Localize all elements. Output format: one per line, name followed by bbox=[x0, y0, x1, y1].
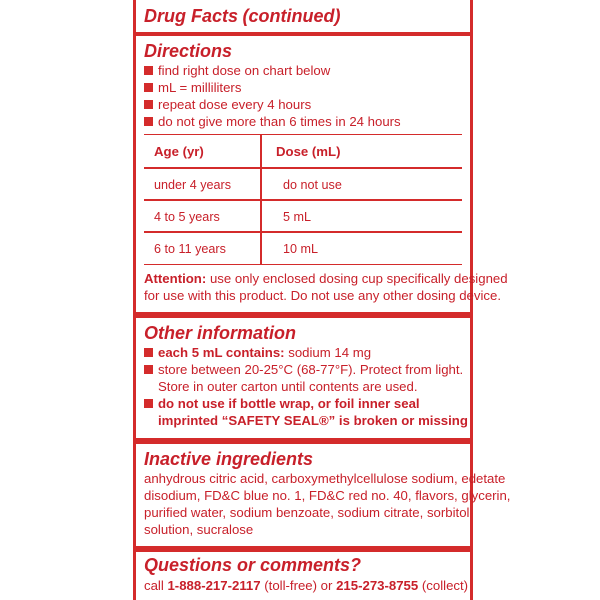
other-information-title: Other information bbox=[144, 323, 296, 343]
table-header-age: Age (yr) bbox=[154, 144, 204, 159]
attention-text: use only enclosed dosing cup specifically designed bbox=[209, 271, 508, 286]
ingredients-line: disodium, FD&C blue no. 1, FD&C red no. 40, flavors, glycerin, bbox=[144, 488, 511, 503]
other-information-item-cont: Store in outer carton until contents are used. bbox=[158, 379, 418, 394]
phone-collect[interactable]: 215-273-8755 bbox=[336, 578, 419, 593]
table-row-divider bbox=[144, 167, 462, 169]
directions-title: Directions bbox=[144, 41, 233, 61]
drug-facts-header bbox=[144, 6, 466, 27]
bullet-square-icon bbox=[144, 66, 153, 75]
questions-contact: call 1-888-217-2117 (toll-free) or 215-273-8755 (collect) bbox=[144, 578, 469, 593]
attention-text: for use with this product. Do not use any other dosing device. bbox=[144, 288, 501, 303]
table-header-dose: Dose (mL) bbox=[276, 144, 341, 159]
bullet-square-icon bbox=[144, 100, 153, 109]
other-information-item-cont: imprinted “SAFETY SEAL®” is broken or missing bbox=[158, 413, 468, 428]
drug-facts-panel bbox=[133, 0, 511, 600]
bullet-square-icon bbox=[144, 399, 153, 408]
directions-item: mL = milliliters bbox=[144, 79, 466, 96]
attention-label: Attention: bbox=[144, 271, 207, 286]
directions-item: repeat dose every 4 hours bbox=[144, 96, 466, 113]
other-information-item: do not use if bottle wrap, or foil inner seal bbox=[144, 395, 466, 412]
table-cell-dose: 5 mL bbox=[283, 210, 311, 224]
attention-note bbox=[144, 270, 508, 304]
ingredients-line: purified water, sodium benzoate, sodium citrate, sorbitol bbox=[144, 505, 470, 520]
directions-section bbox=[144, 41, 466, 130]
inactive-ingredients-section bbox=[144, 449, 511, 538]
inactive-ingredients-title: Inactive ingredients bbox=[144, 449, 314, 469]
other-information-item: each 5 mL contains: sodium 14 mg bbox=[144, 344, 466, 361]
bullet-square-icon bbox=[144, 83, 153, 92]
drug-facts-title: Drug Facts bbox=[144, 6, 239, 26]
divider bbox=[133, 546, 473, 552]
other-information-section bbox=[144, 323, 466, 429]
directions-item: find right dose on chart below bbox=[144, 62, 466, 79]
questions-section bbox=[144, 555, 469, 594]
table-cell-age: under 4 years bbox=[154, 178, 232, 192]
bullet-square-icon bbox=[144, 348, 153, 357]
divider bbox=[133, 312, 473, 318]
phone-toll-free[interactable]: 1-888-217-2117 bbox=[167, 578, 261, 593]
table-row-divider bbox=[144, 231, 462, 233]
bullet-square-icon bbox=[144, 117, 153, 126]
table-cell-dose: do not use bbox=[283, 178, 342, 192]
questions-title: Questions or comments? bbox=[144, 555, 362, 575]
other-information-item: store between 20-25°C (68-77°F). Protect from light. bbox=[144, 361, 466, 378]
table-cell-age: 4 to 5 years bbox=[154, 210, 220, 224]
ingredients-line: anhydrous citric acid, carboxymethylcellulose sodium, edetate bbox=[144, 471, 506, 486]
table-cell-age: 6 to 11 years bbox=[154, 242, 226, 256]
table-cell-dose: 10 mL bbox=[283, 242, 319, 256]
directions-item: do not give more than 6 times in 24 hours bbox=[144, 113, 466, 130]
bullet-square-icon bbox=[144, 365, 153, 374]
ingredients-line: solution, sucralose bbox=[144, 522, 254, 537]
dose-table bbox=[144, 134, 462, 265]
drug-facts-title-suffix: (continued) bbox=[242, 6, 341, 26]
divider bbox=[133, 438, 473, 444]
table-row-divider bbox=[144, 199, 462, 201]
divider bbox=[133, 32, 473, 36]
